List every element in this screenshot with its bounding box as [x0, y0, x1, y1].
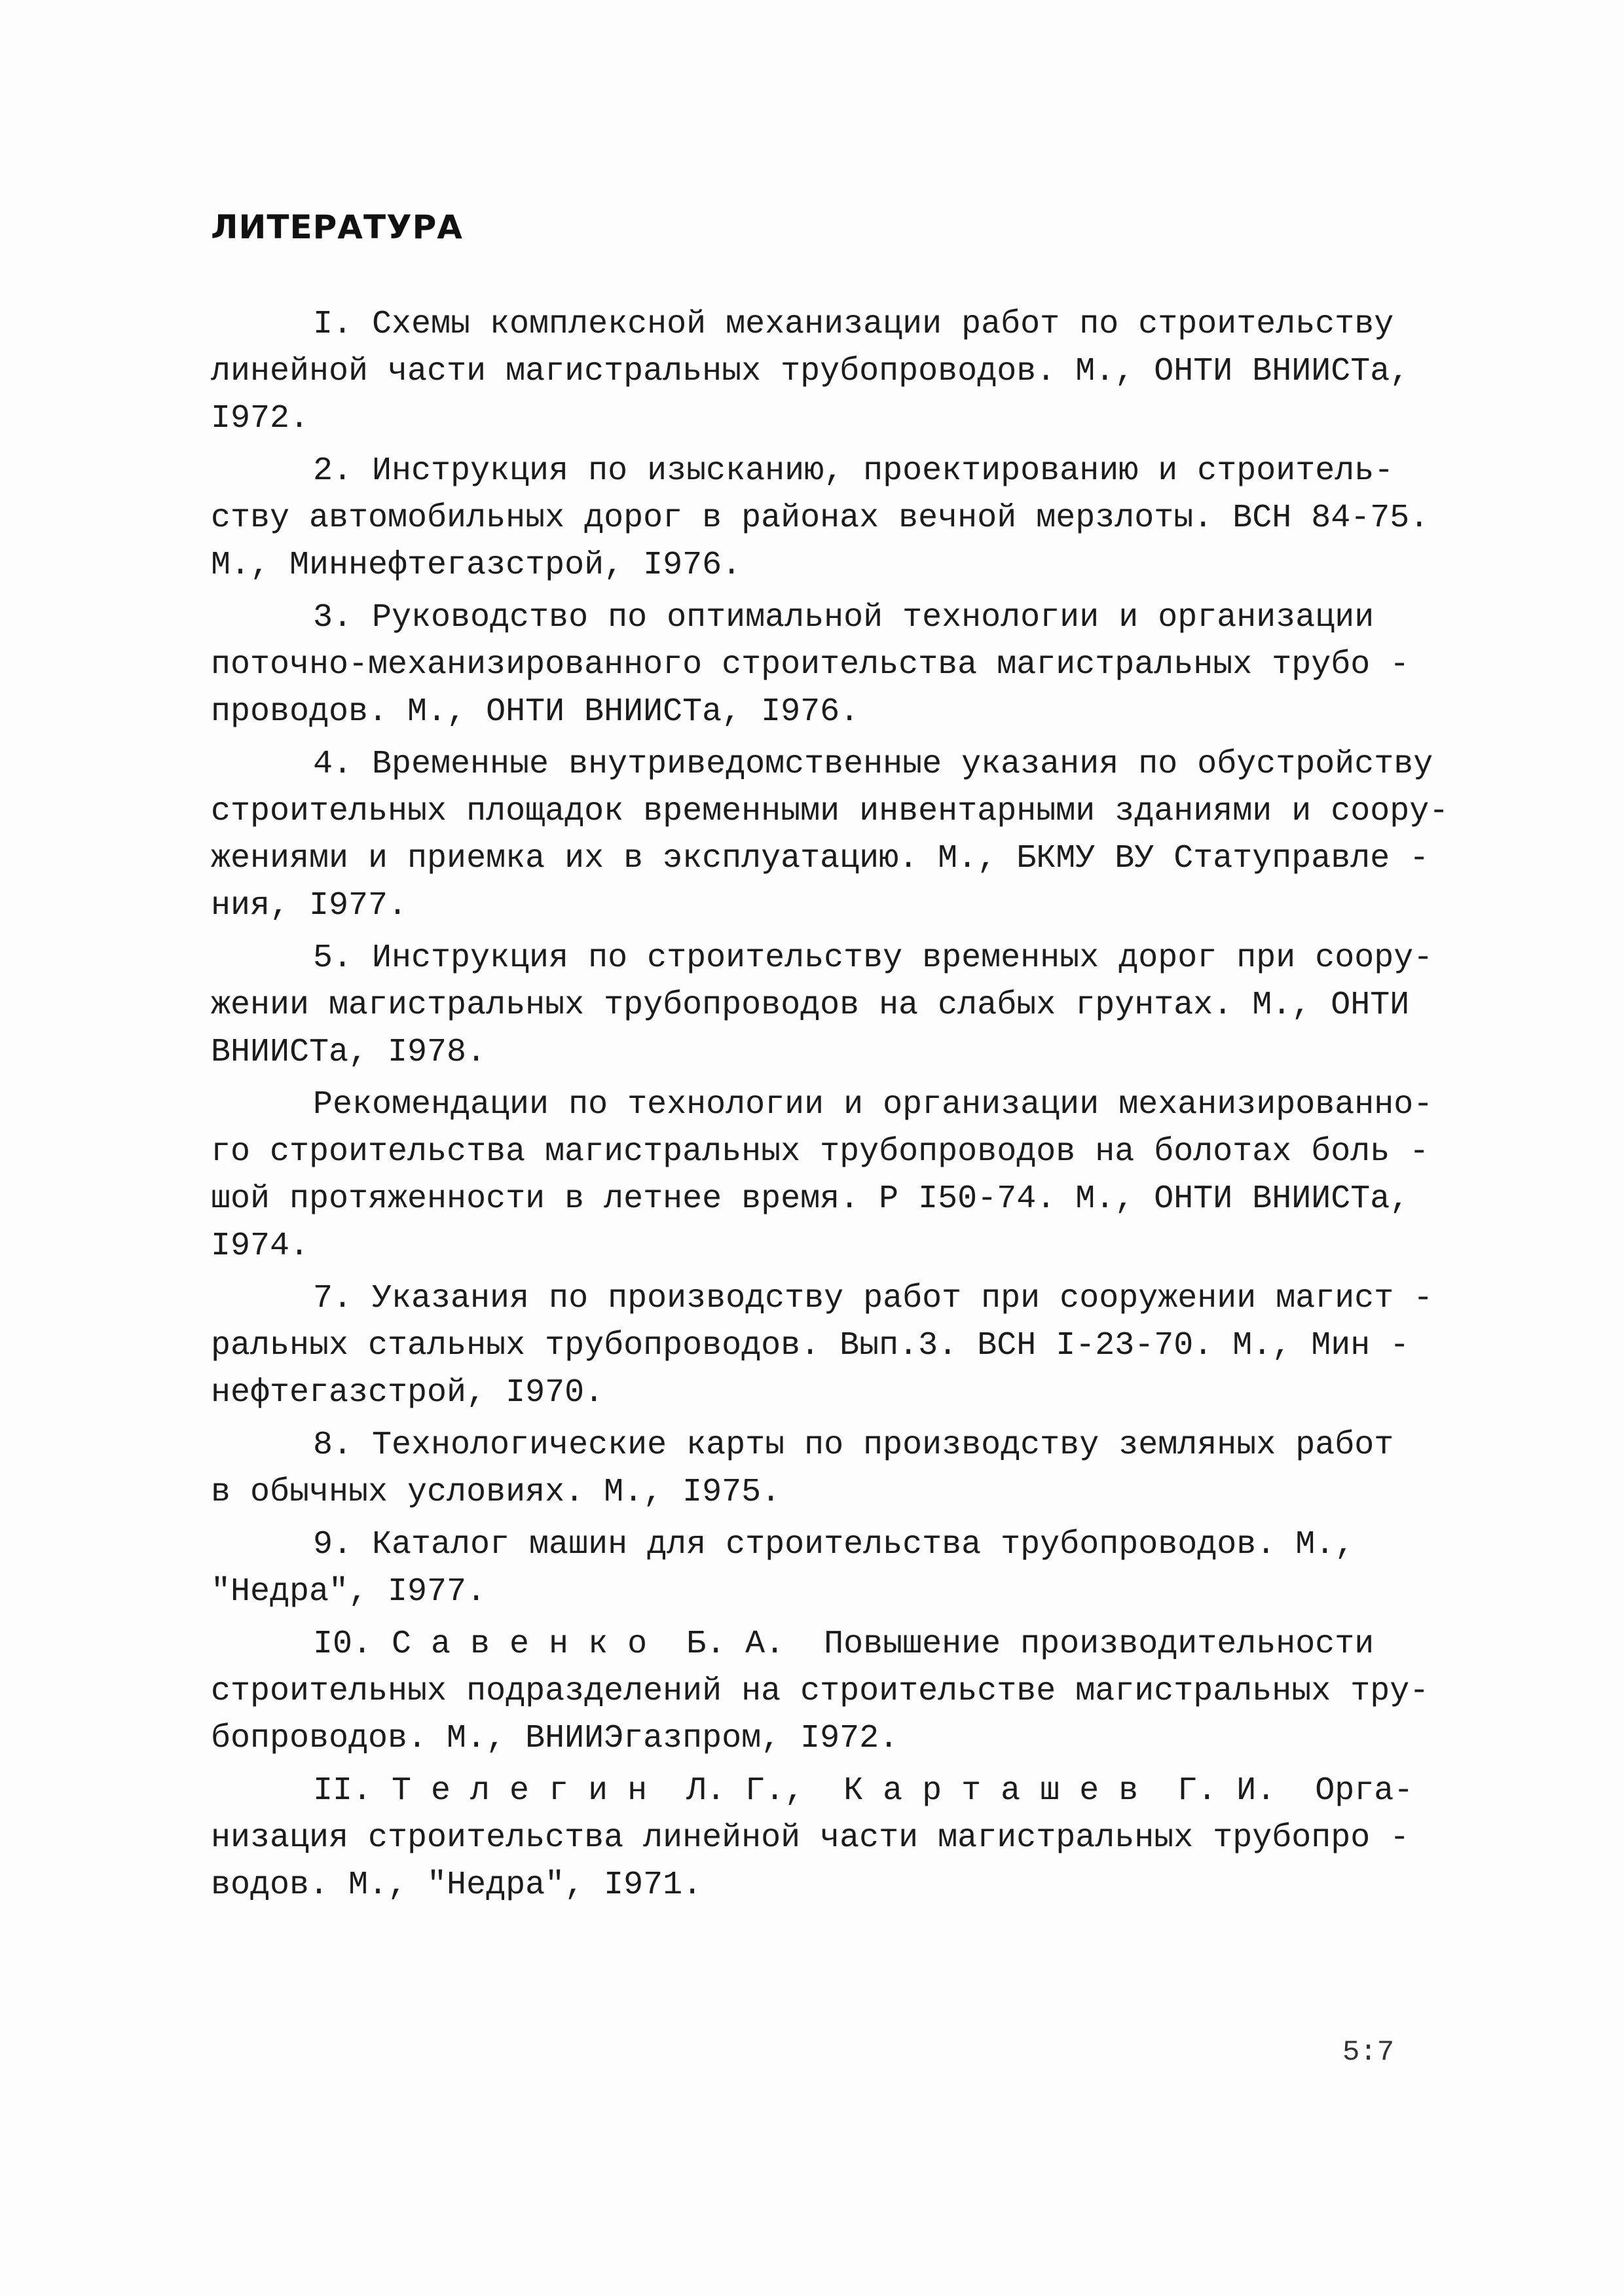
page-number: 5:7	[1342, 2036, 1395, 2069]
reference-item: Рекомендации по технологии и организации механизированно- го строительства магистральных трубопроводов на болотах боль - шой протяженности в летнее время. Р I50-74. М., ОНТИ ВНИИСТа, I974.	[211, 1086, 1433, 1265]
reference-item: 3. Руководство по оптимальной технологии и организации поточно-механизированного строительства магистральных трубо - проводов. М., ОНТИ ВНИИСТа, I976.	[211, 599, 1410, 731]
reference-item: 5. Инструкция по строительству временных дорог при соору- жении магистральных трубопроводов на слабых грунтах. М., ОНТИ ВНИИСТа, I978.	[211, 939, 1433, 1071]
reference-item: 7. Указания по производству работ при сооружении магист - ральных стальных трубопроводов. Вып.3. ВСН I-23-70. М., Мин - нефтегазстрой, I970.	[211, 1280, 1433, 1412]
reference-item: I0. С а в е н к о Б. А. Повышение производительности строительных подразделений на строительстве магистральных тру- бопроводов. М., ВНИИЭгазпром, I972.	[211, 1626, 1430, 1757]
reference-item: I. Схемы комплексной механизации работ по строительству линейной части магистральных трубопроводов. М., ОНТИ ВНИИСТа, I972.	[211, 306, 1410, 437]
references-heading: ЛИТЕРАТУРА	[211, 208, 463, 246]
reference-item: 9. Каталог машин для строительства трубопроводов. М., "Недра", I977.	[211, 1526, 1355, 1611]
reference-item: 4. Временные внутриведомственные указания по обустройству строительных площадок временными инвентарными зданиями и соору- жениями и приемка их в эксплуатацию. М., БКМУ ВУ Статуправле - ния, I977.	[211, 746, 1449, 924]
reference-item: 2. Инструкция по изысканию, проектированию и строитель- ству автомобильных дорог в районах вечной мерзлоты. ВСН 84-75. М., Миннефтегазстрой, I976.	[211, 452, 1430, 584]
reference-item: 8. Технологические карты по производству земляных работ в обычных условиях. М., I975.	[211, 1427, 1394, 1511]
references-list	[211, 301, 1468, 1914]
reference-item: II. Т е л е г и н Л. Г., К а р т а ш е в Г. И. Орга- низация строительства линейной части магистральных трубопро - водов. М., "Недра", I971.	[211, 1772, 1414, 1904]
